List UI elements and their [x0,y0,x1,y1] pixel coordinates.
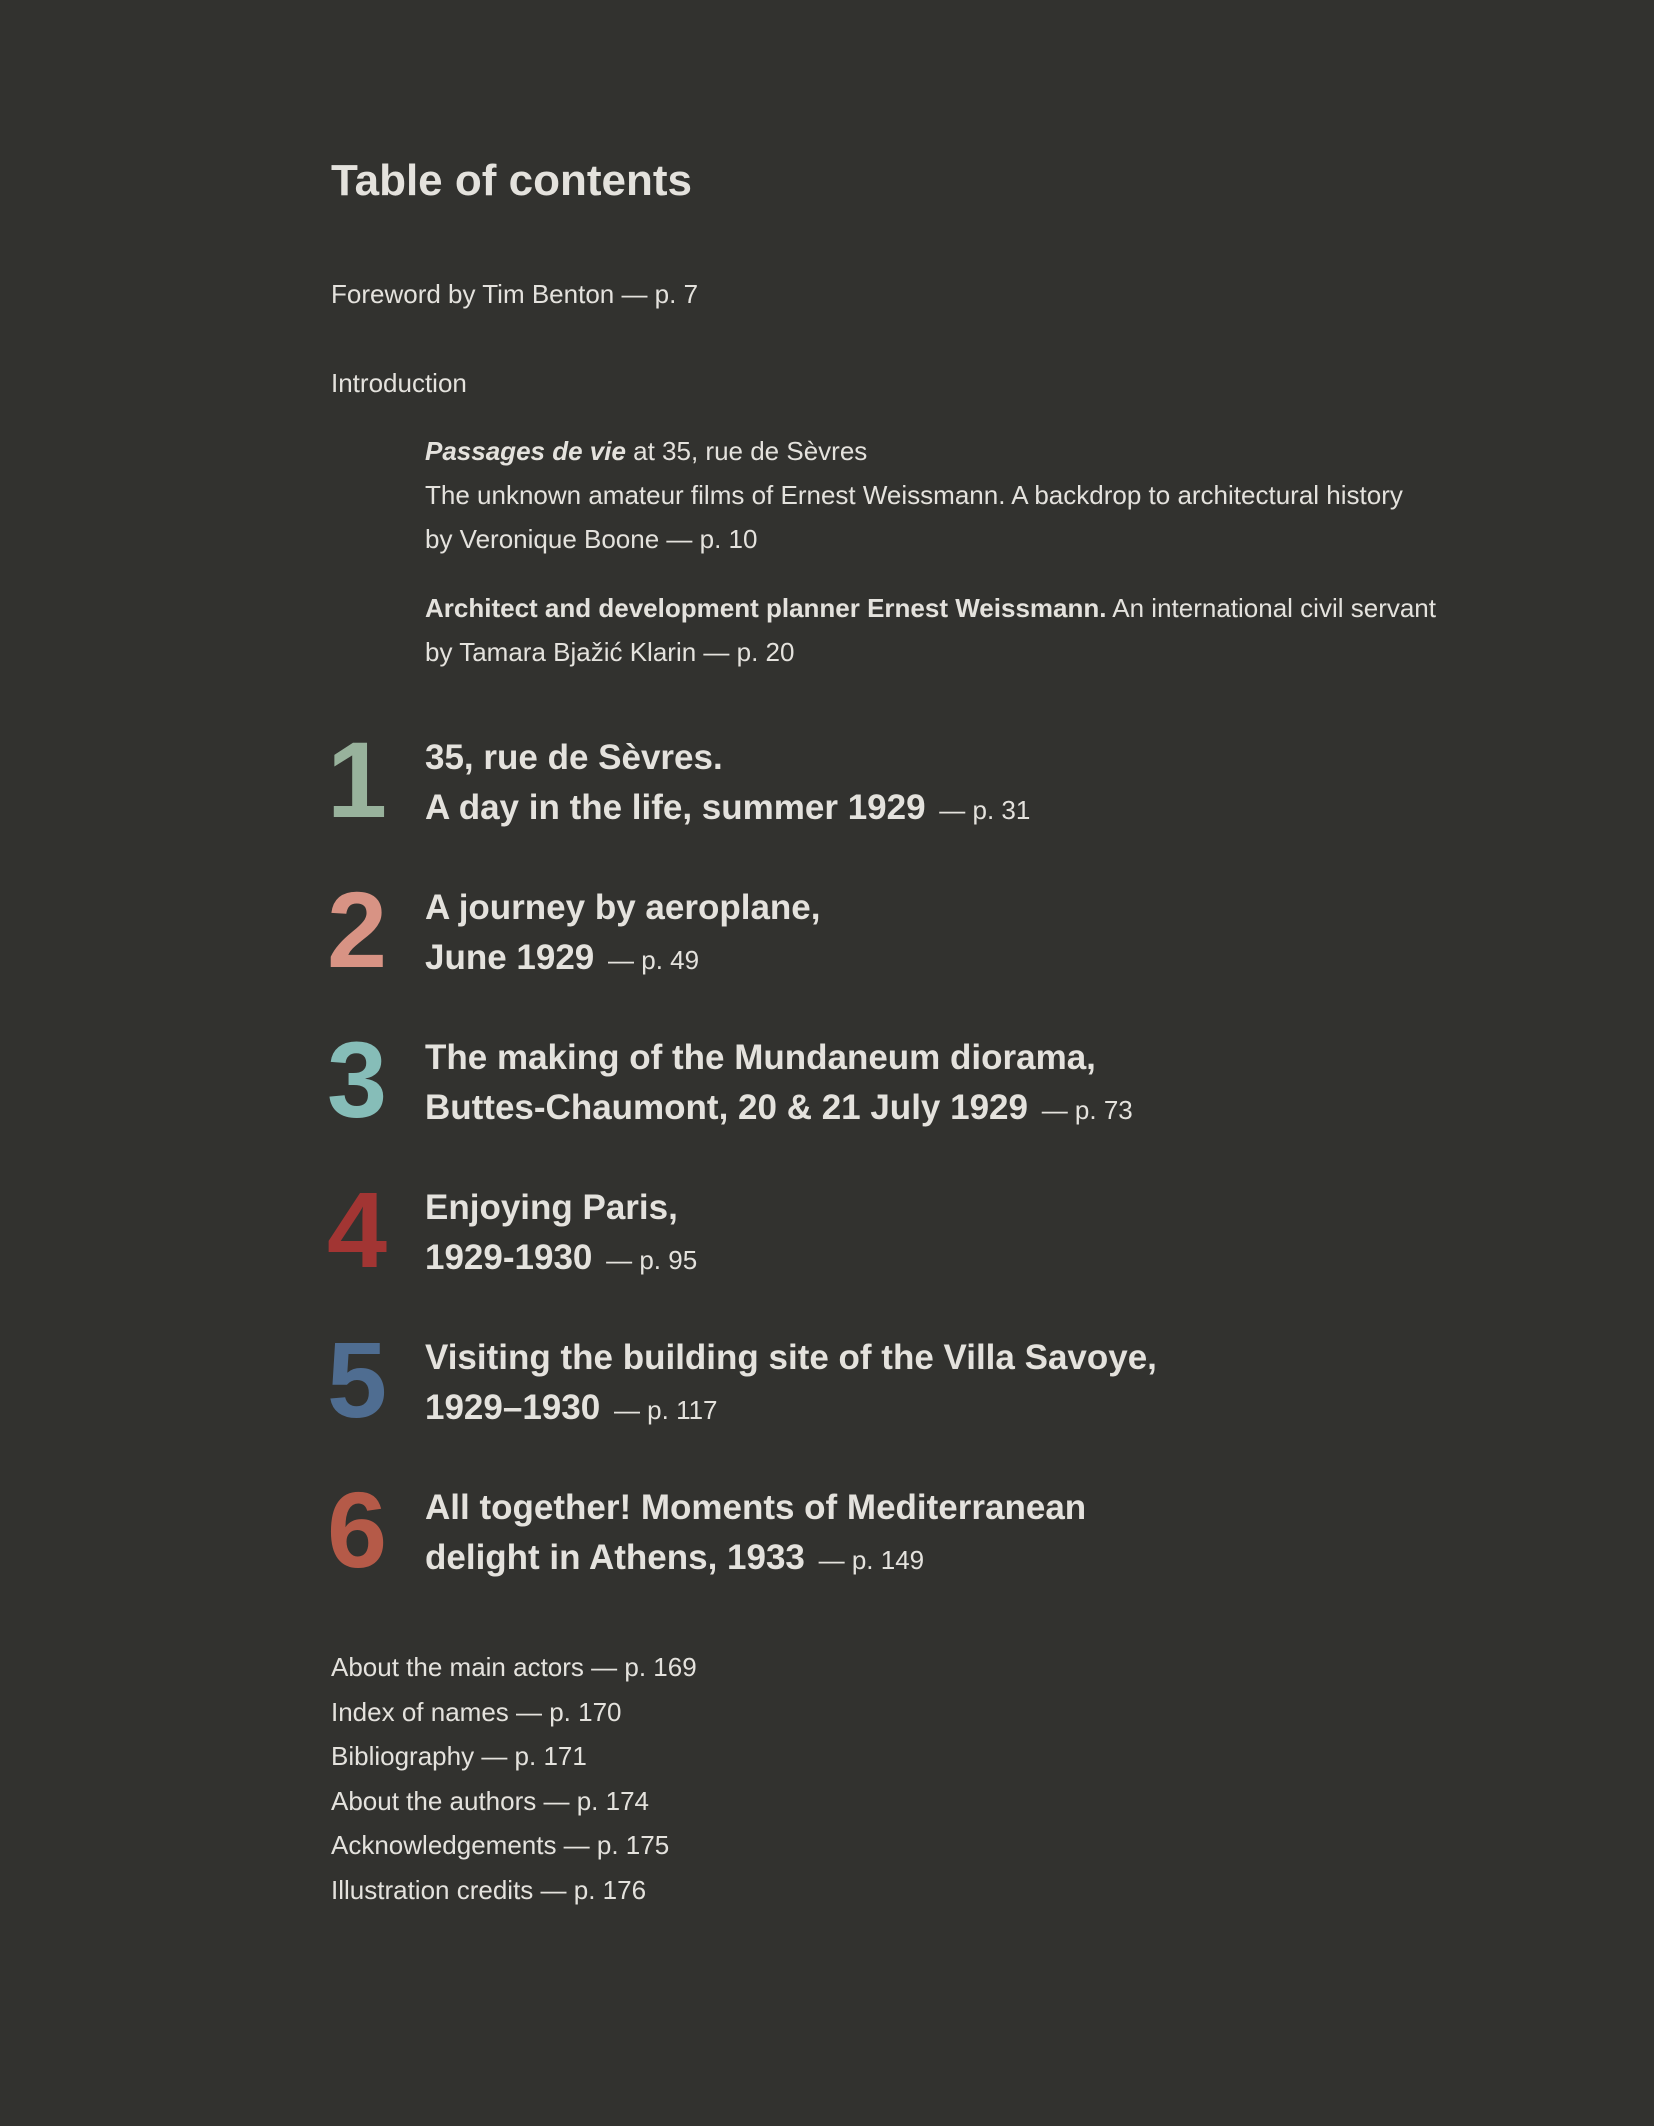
chapter-title-line-2 [425,1083,1133,1135]
chapter-title-line-1: 35, rue de Sèvres. [425,738,723,777]
chapter-title [425,1333,1157,1435]
essay-title [425,586,1436,630]
chapter-title-line-2-text: 1929-1930 [425,1238,593,1277]
chapter-number: 4 [327,1169,386,1290]
chapter-title-line-1: Visiting the building site of the Villa Savoye, [425,1338,1157,1377]
chapter-number: 5 [327,1319,386,1440]
essay-title-italic: Passages de vie [425,436,626,466]
chapter-6 [327,1469,1531,1593]
chapter-page-number: — p. 49 [608,945,700,975]
toc-entry-acknowledgements: Acknowledgements — p. 175 [331,1830,670,1861]
chapter-number: 6 [327,1469,386,1590]
chapter-title-line-2-text: 1929–1930 [425,1388,601,1427]
chapter-2 [327,869,1531,993]
chapter-number: 3 [327,1019,386,1140]
chapter-title-line-1: All together! Moments of Mediterranean [425,1488,1087,1527]
chapter-title-line-2 [425,933,820,985]
chapter-page-number: — p. 95 [606,1245,698,1275]
toc-entry-foreword: Foreword by Tim Benton — p. 7 [331,279,699,309]
toc-entry-essay-1 [425,429,1403,561]
toc-entry-essay-2 [425,586,1436,674]
chapter-page-number: — p. 117 [613,1395,718,1425]
chapter-title-line-1: A journey by aeroplane, [425,888,821,927]
toc-entry-bibliography: Bibliography — p. 171 [331,1741,587,1772]
chapter-title [425,883,820,985]
chapter-5 [327,1319,1531,1443]
chapter-title-line-2 [425,1533,1086,1585]
essay-title-bold: Architect and development planner Ernest Weissmann. [425,593,1107,623]
chapter-title-line-2-text: delight in Athens, 1933 [425,1538,805,1577]
chapter-number: 1 [327,719,386,840]
essay-subtitle: The unknown amateur films of Ernest Weissmann. A backdrop to architectural history [425,480,1403,510]
essay-byline: by Tamara Bjažić Klarin — p. 20 [425,637,795,667]
chapter-title-line-1: Enjoying Paris, [425,1188,678,1227]
chapter-1 [327,719,1531,843]
toc-entry-about-authors: About the authors — p. 174 [331,1785,649,1816]
chapter-3 [327,1019,1531,1143]
chapter-number: 2 [327,869,386,990]
essay-title-rest: at 35, rue de Sèvres [625,436,868,466]
chapter-title-line-2-text: June 1929 [425,938,595,977]
toc-entry-about-main-actors: About the main actors — p. 169 [331,1652,697,1682]
toc-entry-illustration-credits: Illustration credits — p. 176 [331,1874,647,1905]
toc-entry-index-of-names: Index of names — p. 170 [331,1696,622,1727]
page-title: Table of contents [331,156,692,205]
essay-title [425,429,1403,473]
chapter-title-line-2-text: A day in the life, summer 1929 [425,788,926,827]
section-heading-introduction: Introduction [331,368,467,398]
chapter-page-number: — p. 73 [1041,1095,1133,1125]
chapter-4 [327,1169,1531,1293]
chapter-title [425,1033,1133,1135]
essay-title-rest: An international civil servant [1106,593,1436,623]
chapter-title-line-1: The making of the Mundaneum diorama, [425,1038,1096,1077]
back-matter-list [331,1645,697,1913]
chapter-title-line-2 [425,1233,697,1285]
chapter-title-line-2 [425,783,1030,835]
chapter-title [425,733,1030,835]
chapter-page-number: — p. 31 [939,795,1031,825]
chapter-title [425,1183,697,1285]
essay-byline: by Veronique Boone — p. 10 [425,524,758,554]
chapter-title-line-2 [425,1383,1157,1435]
chapter-page-number: — p. 149 [818,1545,925,1575]
chapter-title [425,1483,1086,1585]
chapter-title-line-2-text: Buttes-Chaumont, 20 & 21 July 1929 [425,1088,1028,1127]
